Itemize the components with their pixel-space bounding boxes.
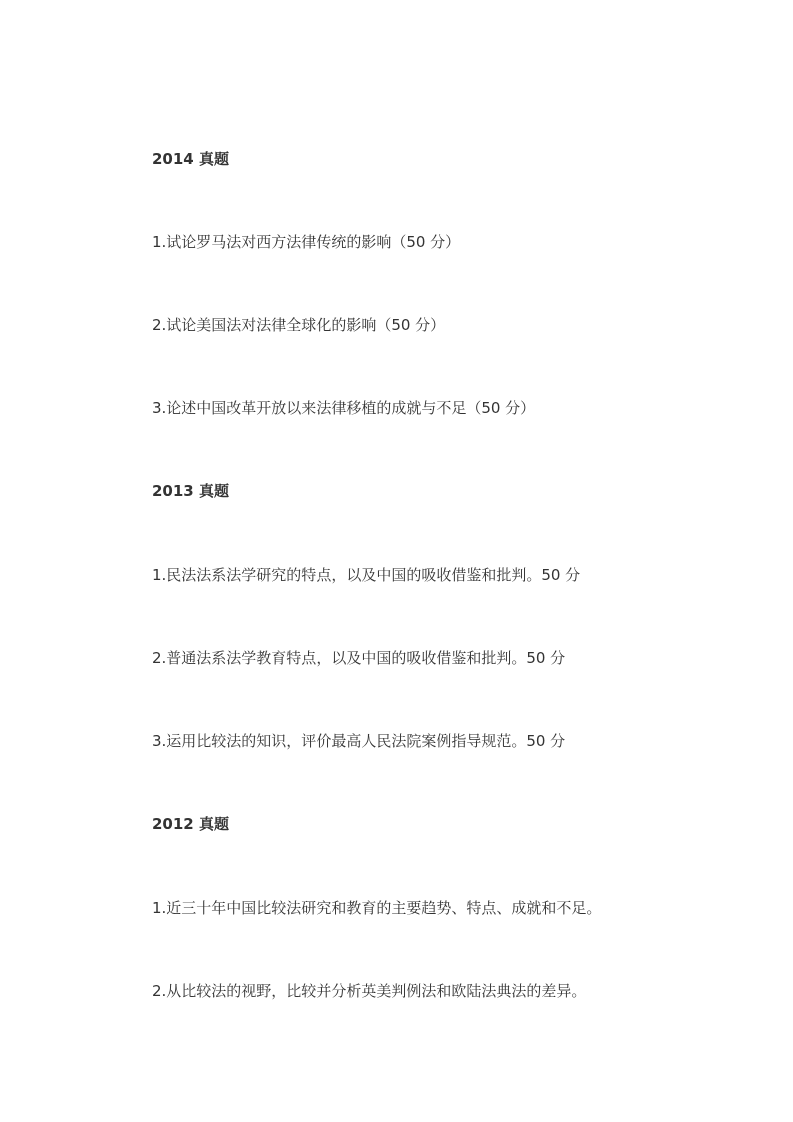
question-2014-2: 2.试论美国法对法律全球化的影响（50 分） <box>152 316 446 334</box>
question-2013-1: 1.民法法系法学研究的特点，以及中国的吸收借鉴和批判。50 分 <box>152 566 581 584</box>
section-title-2012: 2012 真题 <box>152 815 229 833</box>
question-2014-1: 1.试论罗马法对西方法律传统的影响（50 分） <box>152 233 461 251</box>
question-2012-1: 1.近三十年中国比较法研究和教育的主要趋势、特点、成就和不足。 <box>152 899 602 917</box>
section-title-2014: 2014 真题 <box>152 150 229 168</box>
question-2013-3: 3.运用比较法的知识，评价最高人民法院案例指导规范。50 分 <box>152 732 566 750</box>
section-title-2013: 2013 真题 <box>152 482 229 500</box>
question-2012-2: 2.从比较法的视野，比较并分析英美判例法和欧陆法典法的差异。 <box>152 982 587 1000</box>
question-2014-3: 3.论述中国改革开放以来法律移植的成就与不足（50 分） <box>152 399 536 417</box>
question-2013-2: 2.普通法系法学教育特点，以及中国的吸收借鉴和批判。50 分 <box>152 649 566 667</box>
